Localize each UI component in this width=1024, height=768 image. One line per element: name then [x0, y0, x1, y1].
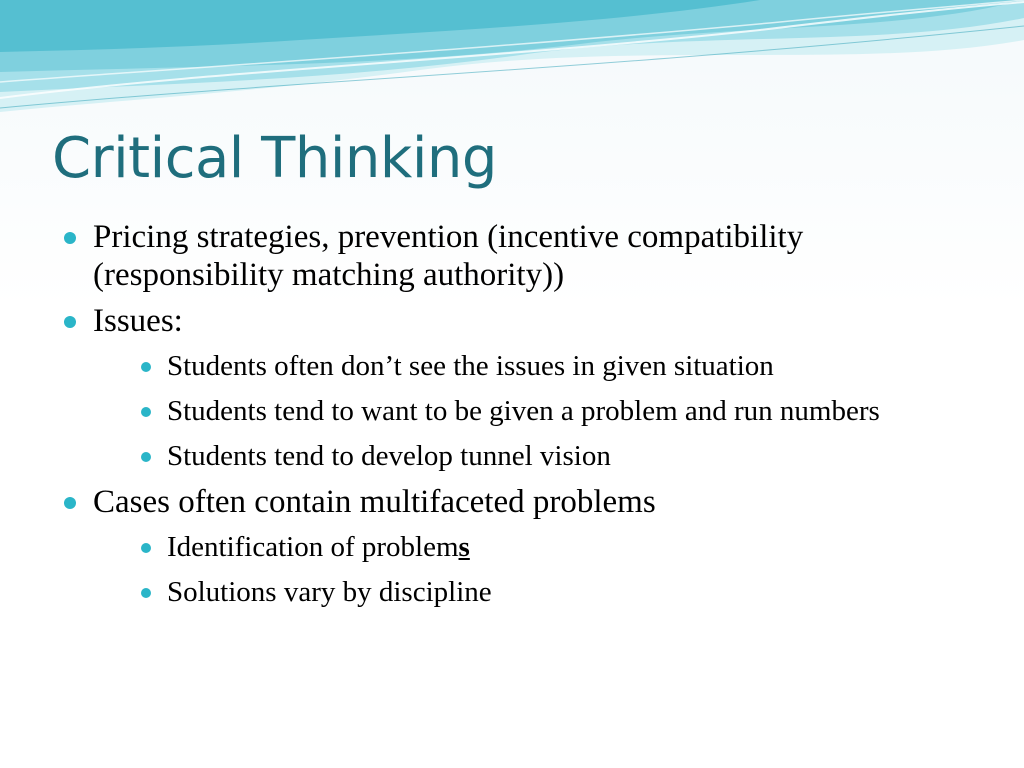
sub-bullet-dot-icon: [141, 407, 151, 417]
bullet-dot-icon: [64, 232, 76, 244]
sub-bullet-issue-1: [93, 348, 960, 384]
sub-bullet-text: Students tend to want to be given a problem and run numbers: [167, 395, 880, 427]
sub-bullet-dot-icon: [141, 588, 151, 598]
bullet-text: Pricing strategies, prevention (incentive compatibility (responsibility matching authority)): [93, 219, 804, 293]
bullet-text: Cases often contain multifaceted problems: [93, 484, 656, 520]
sub-bullet-text: Identification of problem: [167, 531, 459, 563]
sub-bullet-text: Students tend to develop tunnel vision: [167, 440, 611, 472]
sub-bullet-dot-icon: [141, 362, 151, 372]
sub-bullet-text: Students often don’t see the issues in given situation: [167, 350, 774, 382]
emphasized-plural-s: s: [458, 531, 470, 563]
bullet-pricing-strategies: [60, 218, 960, 294]
sub-bullet-solutions: [93, 574, 960, 610]
bullet-text: Issues:: [93, 303, 183, 339]
sub-bullet-identification: [93, 529, 960, 565]
bullet-dot-icon: [64, 316, 76, 328]
sub-bullet-issue-3: [93, 438, 960, 474]
sub-bullet-issue-2: [93, 393, 960, 429]
slide-content: [60, 218, 960, 619]
sub-bullet-dot-icon: [141, 543, 151, 553]
sub-bullet-text: Solutions vary by discipline: [167, 576, 492, 608]
bullet-cases: [60, 483, 960, 610]
bullet-issues: [60, 302, 960, 474]
bullet-dot-icon: [64, 497, 76, 509]
sub-bullet-dot-icon: [141, 452, 151, 462]
decorative-wave-header: [0, 0, 1024, 120]
slide-title: Critical Thinking: [52, 126, 497, 191]
